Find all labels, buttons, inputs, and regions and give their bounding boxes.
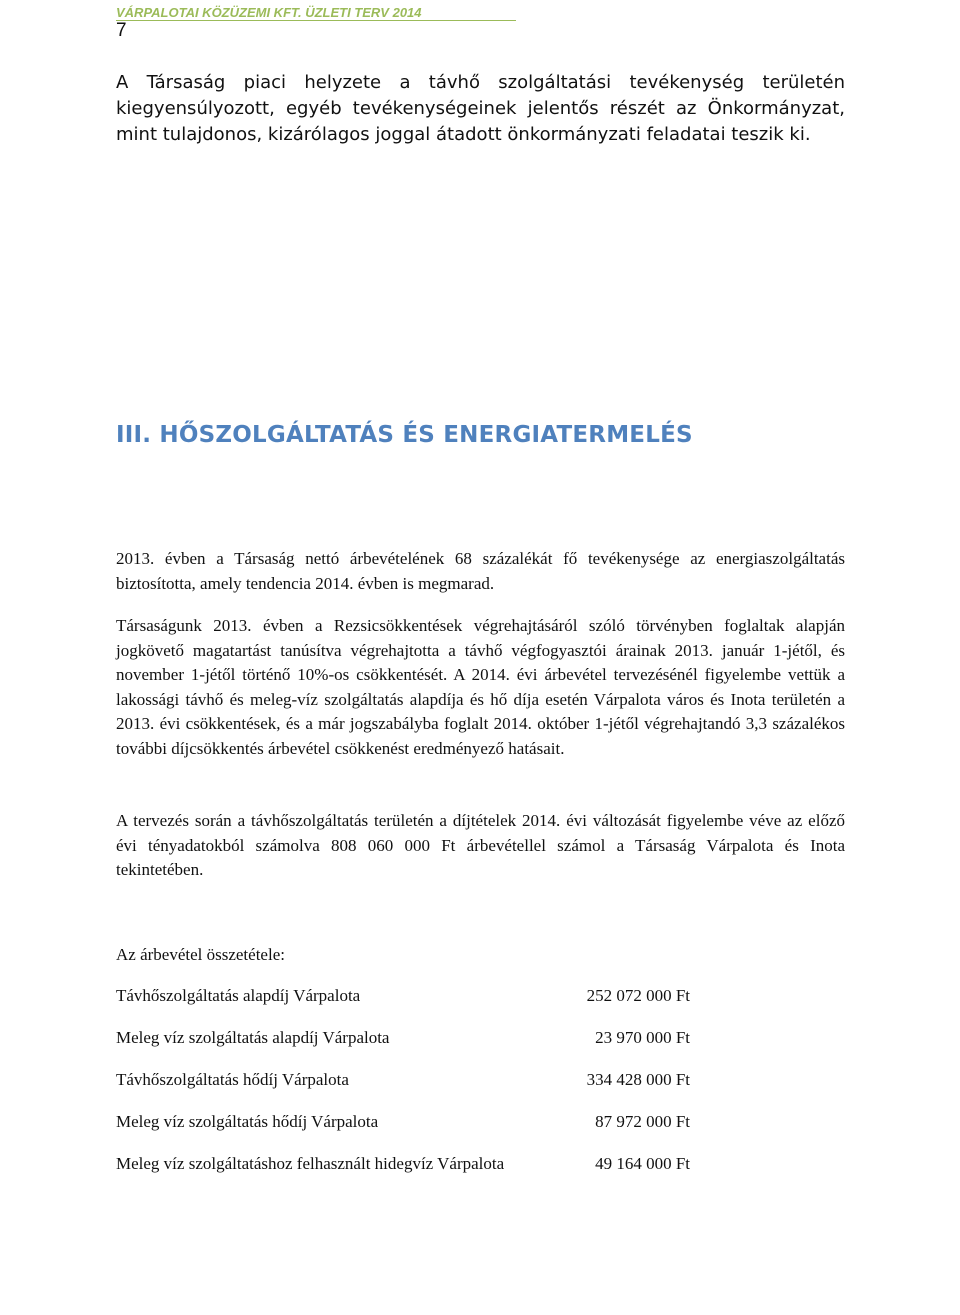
revenue-row [116, 985, 696, 1027]
revenue-row [116, 1069, 696, 1111]
revenue-row [116, 1111, 696, 1153]
revenue-value: 23 970 000 Ft [595, 1028, 690, 1047]
revenue-label: Meleg víz szolgáltatáshoz felhasznált hidegvíz Várpalota [116, 1154, 505, 1173]
revenue-value: 49 164 000 Ft [595, 1154, 690, 1173]
paragraph-planning: A tervezés során a távhőszolgáltatás területén a díjtételek 2014. évi változását figyelembe véve az előző évi tényadatokból számolva 808 060 000 Ft árbevétellel számol a Társaság Várpalota és Inota tekintetében. [116, 811, 845, 879]
paragraph-price-reduction: Társaságunk 2013. évben a Rezsicsökkentések végrehajtásáról szóló törvényben foglaltak alapján jogkövető magatartást tanúsítva végrehajtotta a távhő végfogyasztói árainak 2013. január 1-jétől, és november 1-jétől történő 10%-os csökkentését. A 2014. évi árbevétel tervezésénél figyelembe vettük a lakossági távhő és meleg-víz szolgáltatás alapdíja és hő díja esetén Várpalota város és Inota területén a 2013. évi csökkentések, és a már jogszabályba foglalt 2014. október 1-jétől végrehajtandó 3,3 százalékos további díjcsökkentés árbevétel csökkenést eredményező hatásait. [116, 616, 845, 758]
revenue-list [116, 985, 696, 1195]
revenue-label: Meleg víz szolgáltatás alapdíj Várpalota [116, 1028, 390, 1047]
revenue-label: Meleg víz szolgáltatás hődíj Várpalota [116, 1112, 379, 1131]
revenue-composition-title: Az árbevétel összetétele: [116, 945, 285, 964]
section-title: III. HŐSZOLGÁLTATÁS ÉS ENERGIATERMELÉS [116, 422, 693, 448]
paragraph-revenue-share: 2013. évben a Társaság nettó árbevételének 68 százalékát fő tevékenysége az energiaszolgáltatás biztosította, amely tendencia 2014. évben is megmarad. [116, 549, 845, 593]
revenue-label: Távhőszolgáltatás alapdíj Várpalota [116, 986, 361, 1005]
header-title: VÁRPALOTAI KÖZÜZEMI KFT. ÜZLETI TERV 2014 [116, 5, 422, 20]
running-header [116, 6, 516, 21]
page-number: 7 [116, 20, 127, 41]
revenue-value: 334 428 000 Ft [586, 1070, 690, 1089]
revenue-value: 87 972 000 Ft [595, 1112, 690, 1131]
intro-paragraph: A Társaság piaci helyzete a távhő szolgáltatási tevékenység területén kiegyensúlyozott, egyéb tevékenységeinek jelentős részét az Önkormányzat, mint tulajdonos, kizárólagos joggal átadott önkormányzati feladatai teszik ki. [116, 72, 845, 145]
revenue-row [116, 1153, 696, 1195]
revenue-label: Távhőszolgáltatás hődíj Várpalota [116, 1070, 349, 1089]
revenue-value: 252 072 000 Ft [586, 986, 690, 1005]
revenue-row [116, 1027, 696, 1069]
